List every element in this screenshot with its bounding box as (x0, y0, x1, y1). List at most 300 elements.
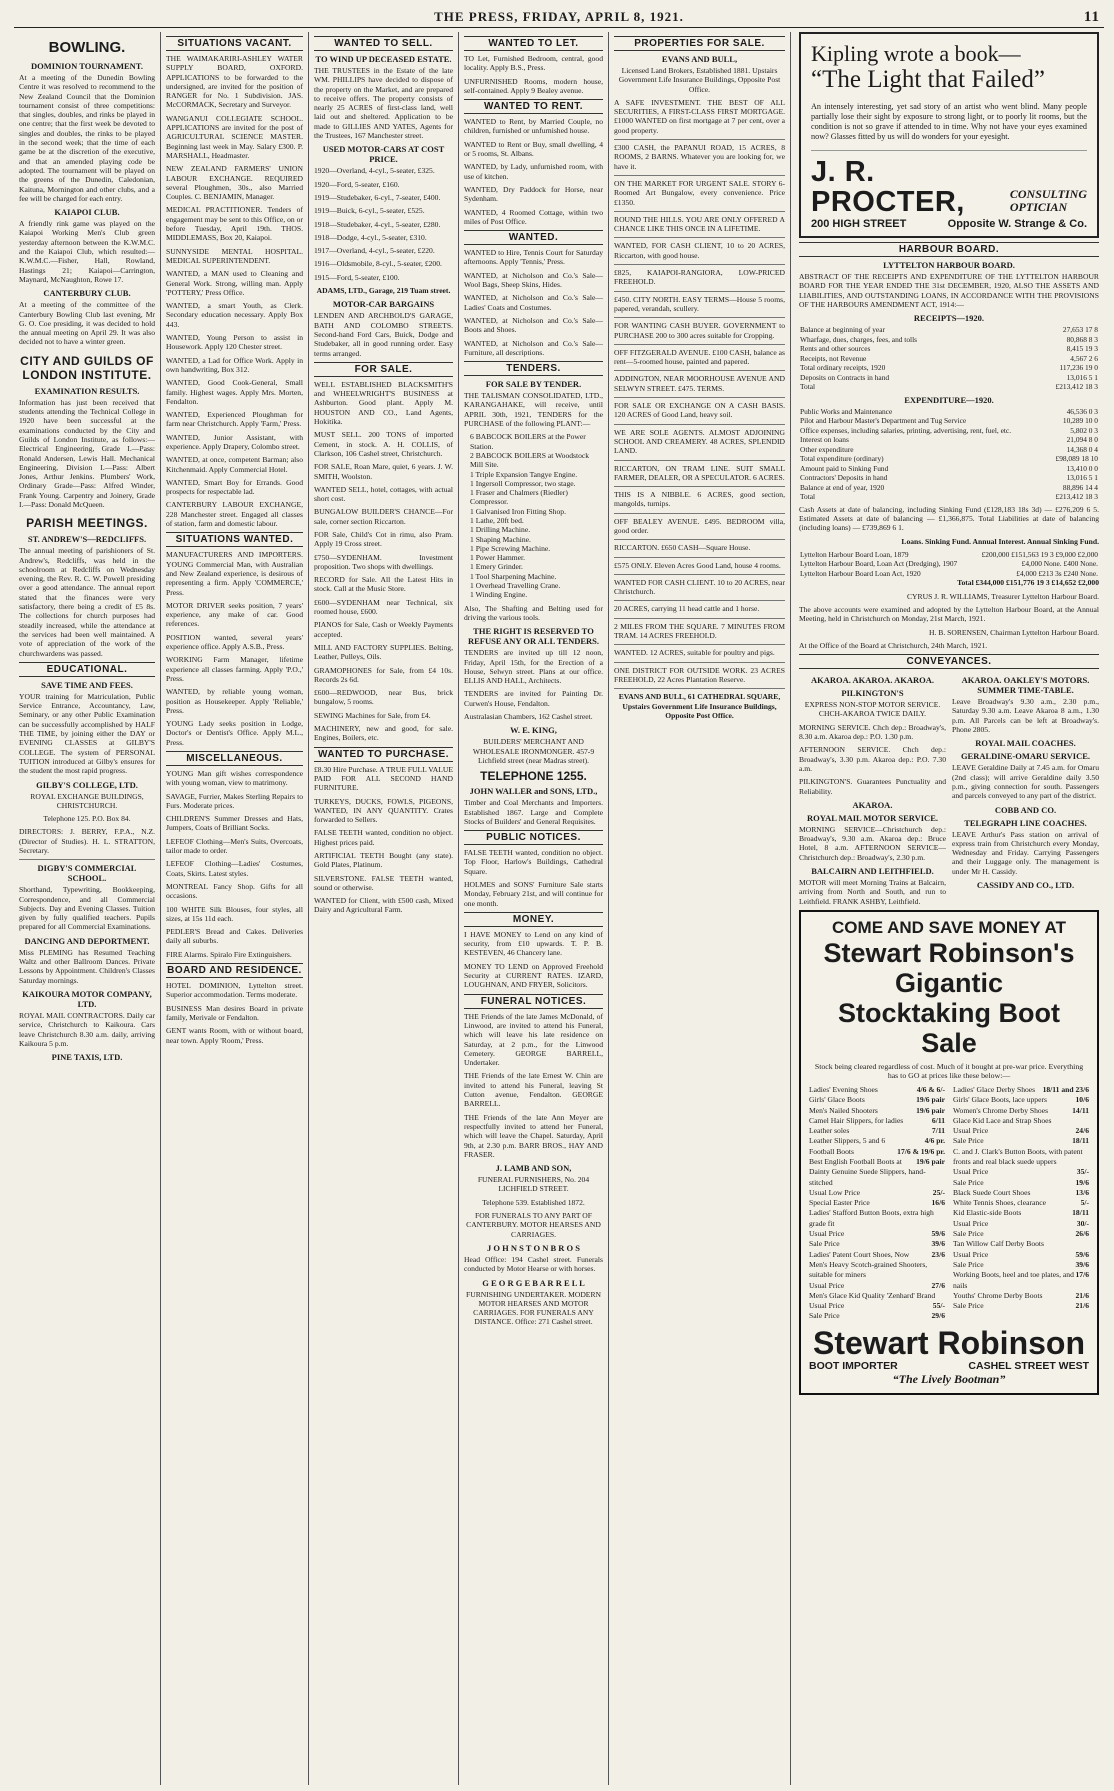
waller-text: Timber and Coal Merchants and Importers. Established 1867. Large and Complete Stocks of Builders' and General Requisites. (464, 798, 603, 826)
list-item: PIANOS for Sale, Cash or Weekly Payments accepted. (314, 620, 453, 639)
list-item: ADDINGTON, NEAR MOORHOUSE AVENUE AND SELWYN STREET. £475. TERMS. (614, 374, 785, 393)
tenders-other-list (464, 689, 603, 721)
list-item: TURKEYS, DUCKS, FOWLS, PIGEONS, WANTED, IN ANY QUANTITY. Crates forwarded to Sellers. (314, 796, 453, 825)
treasurer-signature: CYRUS J. R. WILLIAMS, Treasurer Lyttelton Harbour Board. (906, 591, 1099, 601)
barrell-name: G E O R G E B A R R E L L (482, 1277, 585, 1288)
list-item: WANTED, Smart Boy for Errands. Good prospects for respectable lad. (166, 477, 303, 497)
table-cell-value: 80,868 8 3 (1066, 334, 1098, 344)
list-item: WANGANUI COLLEGIATE SCHOOL. APPLICATIONS are invited for the post of AGRICULTURAL SCIENCE MASTER. Beginning last week in May. Salary £300. P. MARSHALL, Headmaster. (166, 113, 303, 160)
list-item: WANTED, Young Person to assist in Housework. Apply 120 Chester street. (166, 333, 303, 352)
list-item: NEW ZEALAND FARMERS' UNION LABOUR EXCHANGE. REQUIRED several Ploughmen, 30s., also Married Couples. C. BENJAMIN, Manager. (166, 164, 303, 202)
used-cars-heading: USED MOTOR-CARS AT COST PRICE. (322, 144, 445, 165)
lamb-phone: Telephone 539. Established 1872. (482, 1197, 585, 1207)
dancing-heading: DANCING AND DEPORTMENT. (24, 935, 150, 946)
list-item: 20 ACRES, carrying 11 head cattle and 1 horse. (614, 604, 760, 614)
list-item: BUNGALOW BUILDER'S CHANCE—For sale, corner section Riccarton. (314, 507, 453, 526)
price-item-name: Sale Price (953, 1229, 984, 1239)
price-item (809, 1291, 945, 1301)
price-item-price: 13/6 (1075, 1187, 1089, 1197)
list-item: WANTED, FOR CASH CLIENT, 10 to 20 ACRES, Riccarton, with good house. (614, 241, 785, 260)
table-cell-item: Public Works and Maintenance (800, 406, 893, 416)
list-item: £8.30 Hire Purchase. A TRUE FULL VALUE PAID FOR ALL SECOND HAND FURNITURE. (314, 764, 453, 793)
table-cell-value: 13,016 5 1 (1066, 473, 1098, 483)
price-item-name: Special Easter Price (809, 1198, 870, 1208)
list-item: SILVERSTONE. FALSE TEETH wanted, sound or otherwise. (314, 873, 453, 892)
price-item (809, 1136, 945, 1146)
price-item-name: Youths' Chrome Derby Boots (953, 1290, 1043, 1300)
akaroa-mail-sub: ROYAL MAIL MOTOR SERVICE. (806, 812, 938, 823)
price-item-name: Kid Elastic-side Boots (953, 1208, 1022, 1218)
list-item: 1 Power Hammer. (470, 553, 526, 563)
price-item-price: 59/6 (1075, 1249, 1089, 1259)
bowling-heading: BOWLING. (48, 39, 126, 56)
list-item: TO Let, Furnished Bedroom, central, good locality. Apply B.S., Press. (464, 54, 603, 73)
table-row (799, 407, 1099, 417)
list-item: WANTED SELL, hotel, cottages, with actual short cost. (314, 484, 453, 504)
tenders-intro: THE TALISMAN CONSOLIDATED, LTD., KARANGAHAKE, will receive, until APRIL 30th, 1921, TENDERS for the PURCHASE of the following PLANT:— (464, 391, 603, 429)
bowling-article: At a meeting of the Dunedin Bowling Centre it was resolved to recommend to the New Zealand Council that the Dominion tournament consist of three competitions: that singles, doubles, and rinks be played in one centre; that the first week be devoted to singles and doubles, the rinks to be played in the second week; that the time of each game be at the discretion of the executive, and that an amended playing code be adopted. The tournament will be played on the greens of the Dunedin, Caledonian, Kaituna, Mornington and other clubs, and a fee will be charged for each entry. (19, 73, 155, 203)
list-item: SEWING Machines for Sale, from £4. (314, 710, 431, 720)
price-item (809, 1106, 945, 1116)
situations-vacant-heading: SITUATIONS VACANT. (166, 36, 303, 51)
educational-subheading: SAVE TIME AND FEES. (41, 679, 133, 690)
parish-article: The annual meeting of parishioners of St. Andrew's, Redcliffs, was held in the schoolroom at Redcliffs on Wednesday evening, the Rev. R. C. W. Powell presiding over a good attendance. The annual report stated that the finances were very satisfactory, there being a credit of £5 8s. The collections for church purposes had steadily increased, while the attendance at the services had been well maintained. A vote of appreciation of the work of the churchwardens was passed. (19, 546, 155, 658)
price-item (953, 1178, 1089, 1188)
tenders-subheading: FOR SALE BY TENDER. (485, 379, 582, 390)
list-item: THIS IS A NIBBLE. 6 ACRES, good section, mangolds, turnips. (614, 490, 785, 509)
list-item: 1 Lathe, 20ft bed. (470, 515, 524, 525)
divider (614, 291, 785, 292)
list-item: FOR SALE, Roan Mare, quiet, 6 years. J. W. SMITH, Woolston. (314, 462, 453, 481)
price-item-name: Sale Price (809, 1311, 840, 1321)
tenders-note: Also, The Shafting and Belting used for driving the various tools. (464, 603, 603, 622)
list-item: 2 BABCOCK BOILERS at Woodstock Mill Site. (470, 450, 590, 470)
list-item: OFF FITZGERALD AVENUE. £100 CASH, balance as rent—5-roomed house, painted and papered. (614, 347, 785, 367)
kipling-line-2: “The Light that Failed” (811, 66, 1045, 93)
list-item: FALSE TEETH wanted, condition no object. Top Floor, Harlow's Buildings, Cathedral Square. (464, 848, 603, 876)
table-row (799, 354, 1099, 364)
price-item (809, 1116, 945, 1126)
divider (19, 859, 155, 860)
list-item: UNFURNISHED Rooms, modern house, self-contained. Apply 9 Bealey avenue. (464, 76, 603, 95)
price-item-price: 10/6 (1075, 1095, 1089, 1105)
list-item: WANTED, a smart Youth, as Clerk. Secondary education necessary. Apply Box 443. (166, 301, 303, 329)
price-item-price: 19/6 pair (916, 1105, 945, 1115)
list-item: MILL AND FACTORY SUPPLIES. Belting, Leather, Pulleys, Oils. (314, 642, 453, 662)
list-item: 1 Shaping Machine. (470, 534, 531, 544)
pilkington-footer: PILKINGTON'S. Guarantees Punctuality and Reliability. (799, 777, 946, 796)
list-item: FOR Sale, Child's Cot in rimu, also Pram. Apply 19 Cross street. (314, 529, 453, 549)
list-item: WANTED to Rent or Buy, small dwelling, 4 or 5 rooms, St. Albans. (464, 139, 603, 159)
situations-wanted-heading: SITUATIONS WANTED. (166, 532, 303, 547)
chairman-signature: H. B. SORENSEN, Chairman Lyttelton Harbour Board. (929, 627, 1099, 637)
funeral-heading: FUNERAL NOTICES. (464, 994, 603, 1009)
price-item-price: 30/- (1076, 1218, 1089, 1228)
list-item: 1 Winding Engine. (470, 590, 528, 600)
price-item (953, 1106, 1089, 1116)
table-cell-value: £213,412 18 3 (1055, 492, 1098, 502)
digby-heading: DIGBY'S COMMERCIAL SCHOOL. (37, 863, 137, 884)
price-item (809, 1208, 945, 1229)
canterbury-article: At a meeting of the committee of the Canterbury Bowling Club last evening, Mr G. O. Coe presiding, it was decided to hold the annual meeting on April 29. It was also decided not to have a winter green. (19, 300, 155, 347)
price-item (953, 1239, 1089, 1249)
list-item: WORKING Farm Manager, lifetime experience all classes farming. Apply 'P.O.,' Press. (166, 655, 303, 683)
list-item: WANTED, Dry Paddock for Horse, near Sydenham. (464, 184, 603, 204)
table-row (799, 464, 1099, 474)
king-name: W. E. KING, (510, 725, 557, 736)
divider (614, 139, 785, 140)
city-guilds-heading: CITY AND GUILDS OF LONDON INSTITUTE. (20, 353, 154, 382)
price-item-price: 24/6 (1075, 1126, 1089, 1136)
used-cars-list (314, 166, 453, 282)
procter-role (1010, 188, 1087, 214)
list-item: £575 ONLY. Eleven Acres Good Land, house 4 rooms. (614, 560, 781, 570)
list-item: WANTED to Hire, Tennis Court for Saturday afternoons. Apply 'Tennis,' Press. (464, 248, 603, 267)
price-item (809, 1229, 945, 1239)
conveyance-left (799, 672, 946, 910)
list-item: RICCARTON. £650 CASH—Square House. (614, 543, 751, 553)
board-date: At the Office of the Board at Christchurch, 24th March, 1921. (799, 640, 988, 650)
divider (614, 513, 785, 514)
table-cell-value: 8,415 19 3 (1066, 344, 1098, 354)
procter-name: J. R. PROCTER, (811, 156, 965, 218)
robinson-right-list (953, 1085, 1089, 1322)
list-item: 1 Tool Sharpening Machine. (470, 571, 557, 581)
cobb-sub: TELEGRAPH LINE COACHES. (964, 817, 1087, 828)
divider (614, 539, 785, 540)
divider (614, 618, 785, 619)
price-item (953, 1208, 1089, 1218)
royal-mail-text: LEAVE Geraldine Daily at 7.45 a.m. for Omaru (2nd class); will arrive Geraldine daily 3.50 p.m., giving connection for south. Passengers and parcels conveyed to any part of the district. (952, 763, 1099, 801)
table-row (799, 550, 1099, 560)
price-item-price: 39/6 (931, 1239, 945, 1249)
tenders-reserved: THE RIGHT IS RESERVED TO REFUSE ANY OR ALL TENDERS. (467, 626, 600, 647)
cobb-footer: CASSIDY AND CO., LTD. (976, 880, 1075, 891)
table-cell-item: Lyttelton Harbour Board Loan Act, 1920 (800, 568, 921, 578)
kipling-text: An intensely interesting, yet sad story of an artist who went blind. Many people partially lose their sight by exposure to strong light, or to poorly lit rooms, but the condition is not so grave if attended to in time. Why not have your eyes examined now? Glasses fitted by us will do wonders for your eyesight. (811, 102, 1087, 141)
cobb-heading: COBB AND CO. (994, 804, 1057, 815)
table-cell-value: £4,000 None. £400 None. (1021, 559, 1098, 569)
balcairn-heading: BALCAIRN AND LEITHFIELD. (811, 866, 934, 877)
barrell-text: FURNISHING UNDERTAKER. MODERN MOTOR HEARSES AND MOTOR CARRIAGES. FOR FUNERALS ANY DISTANCE. Office: 271 Cashel street. (466, 1289, 601, 1327)
properties-agent-sub: Licensed Land Brokers, Established 1881. Upstairs Government Life Insurance Buildings, Opposite Post Office. (618, 66, 781, 94)
table-cell-value: 14,368 0 4 (1066, 444, 1098, 454)
price-item-price: 4/6 pr. (924, 1136, 945, 1146)
loans-total: Total £344,000 £151,776 19 3 £14,652 £2,000 (957, 578, 1099, 588)
robinson-intro: Stock being cleared regardless of cost. Much of it bought at pre-war price. Everything has to GO at prices like these below:— (814, 1061, 1084, 1081)
price-item-name: Black Suede Court Shoes (953, 1187, 1031, 1197)
wanted-list (464, 248, 603, 357)
wanted-to-rent-heading: WANTED TO RENT. (464, 99, 603, 114)
procter-address: 200 HIGH STREET (811, 218, 907, 230)
list-item: 1 Ingersoll Compressor, two stage. (470, 478, 576, 488)
price-item (953, 1095, 1089, 1105)
price-item-price: 55/- (932, 1301, 945, 1311)
divider (614, 424, 785, 425)
price-item-name: Camel Hair Slippers, for ladies (809, 1115, 904, 1125)
list-item: £825, KAIAPOI-RANGIORA, LOW-PRICED FREEHOLD. (614, 268, 785, 287)
akaroa-mail-title: AKAROA. (852, 799, 893, 810)
price-item-name: Men's Nailed Shooters (809, 1105, 878, 1115)
list-item: ARTIFICIAL TEETH Bought (any state). Gold Plates, Platinum. (314, 851, 453, 870)
table-cell-value: 4,567 2 6 (1070, 353, 1098, 363)
procter-role-1: CONSULTING (1009, 187, 1087, 201)
price-item-price: 5/- (1080, 1198, 1089, 1208)
table-cell-value: 21,094 8 0 (1066, 435, 1098, 445)
kaikoura-heading: KAIKOURA MOTOR COMPANY, LTD. (22, 988, 152, 1009)
price-item-price: 17/6 & 19/6 pr. (897, 1146, 945, 1156)
price-item-name: Sale Price (953, 1136, 984, 1146)
waller-name: JOHN WALLER and SONS, LTD., (469, 786, 598, 797)
price-item-name: Football Boots (809, 1146, 854, 1156)
lamb-text: FUNERAL FURNISHERS, No. 204 LICHFIELD STREET. (477, 1175, 590, 1194)
divider (614, 644, 785, 645)
pilkington-morning: MORNING SERVICE. Chch dep.: Broadway's, 8.30 a.m. Akaroa dep.: P.O. 1.30 p.m. (799, 722, 946, 742)
johnston-text: Head Office: 194 Cashel street. Funerals conducted by Motor Hearse or with horses. (464, 1254, 603, 1274)
price-item (953, 1198, 1089, 1208)
price-item-name: Tan Willow Calf Derby Boots (953, 1239, 1044, 1249)
price-item-price: 4/6 & 6/- (916, 1084, 945, 1094)
list-item: THE TRUSTEES in the Estate of the late WM. PHILLIPS have decided to dispose of the property on the Market, and are prepared to receive offers. The property consists of nearly 25 ACRES of first-class land, well laid out and sheltered. Application to be made to GILLIES AND YATES, Agents for the Trustees, 167 Manchester street. (314, 66, 453, 141)
table-cell-value: 88,896 14 4 (1062, 482, 1098, 492)
robinson-top: COME AND SAVE MONEY AT (832, 917, 1066, 937)
price-item-price: 19/6 pair (916, 1095, 945, 1105)
properties-heading: PROPERTIES FOR SALE. (614, 36, 785, 51)
price-item-price: 25/- (932, 1187, 945, 1197)
loans-heading: Loans. Sinking Fund. Annual Interest. Annual Sinking Fund. (901, 536, 1099, 546)
educational-heading: EDUCATIONAL. (19, 662, 155, 677)
list-item: 1 Fraser and Chalmers (Riedler) Compressor. (470, 488, 568, 507)
price-item-price: 7/11 (931, 1126, 945, 1136)
list-item: 1 Pipe Screwing Machine. (470, 543, 551, 553)
list-item: 1918—Studebaker, 4-cyl., 5-seater, £280. (314, 219, 441, 229)
table-cell-item: Total expenditure (ordinary) (800, 454, 884, 464)
robinson-foot-left: BOOT IMPORTER (809, 1359, 898, 1372)
list-item: WELL ESTABLISHED BLACKSMITH'S and WHEELWRIGHT'S BUSINESS at Ashburton. Good plant. Apply M. HOUSTON AND CO., Land Agents, Hokitika. (314, 379, 453, 427)
money-heading: MONEY. (464, 912, 603, 927)
pilkington-title: AKAROA. AKAROA. AKAROA. (810, 675, 935, 686)
kaiapoi-article: A friendly rink game was played on the Kaiapoi Working Men's Club green yesterday afternoon between the K.W.M.C. and the Kaiapoi Club, which resulted:— K.W.M.C.—Fisher, Hall, Rowland, Hastings 21; Kaiapoi—Carrington, Maynard, McNaughton, Rowe 17. (19, 219, 155, 284)
oakley-text: Leave Broadway's 9.30 a.m., 2.30 p.m., Saturday 9.30 a.m. Leave Akaroa 8 a.m., 1.30 p.m. All Parcels can be left at Broadway's. Phone 2805. (952, 697, 1099, 735)
price-item (809, 1126, 945, 1136)
divider (614, 175, 785, 176)
tenders-house: TENDERS are invited up till 12 noon, Friday, April 15th, for the Erection of a House, Selwyn street. Plans at our office. ELLIS AND HALL, Architects. (464, 648, 603, 686)
price-item (953, 1250, 1089, 1260)
gilby-box: Telephone 125. P.O. Box 84. (43, 814, 131, 824)
price-item-name: Usual Price (953, 1167, 989, 1177)
price-item-name: Glace Kid Lace and Strap Shoes (953, 1115, 1052, 1125)
list-item: 100 WHITE Silk Blouses, four styles, all sizes, at 15s 11d each. (166, 904, 303, 923)
procter-address-line (811, 218, 1087, 230)
table-row (799, 445, 1099, 455)
column-6 (791, 32, 1104, 1785)
miscellaneous-list (166, 769, 303, 959)
price-item-price: 59/6 (931, 1229, 945, 1239)
price-item (809, 1095, 945, 1105)
table-row (799, 344, 1099, 354)
wanted-to-sell-subheading: TO WIND UP DECEASED ESTATE. (315, 54, 452, 64)
table-cell-value: 13,410 0 0 (1066, 463, 1098, 473)
price-item-price: 23/6 (931, 1249, 945, 1259)
price-item-price: 26/6 (1075, 1229, 1089, 1239)
list-item: HOLMES and SONS' Furniture Sale starts Monday, February 21st, and will continue for one month. (464, 880, 603, 908)
expenditure-heading: EXPENDITURE—1920. (904, 394, 994, 405)
divider (614, 317, 785, 318)
price-item (953, 1291, 1089, 1301)
price-item-price: 14/11 (1072, 1105, 1089, 1115)
list-item: CANTERBURY LABOUR EXCHANGE, 228 Manchester street. Engaged all classes of station, farm and domestic labour. (166, 500, 303, 529)
table-cell-item: Total (800, 382, 816, 392)
column-3 (309, 32, 459, 1785)
list-item: LEFEOF Clothing—Ladies' Costumes, Coats, Skirts. Latest styles. (166, 859, 303, 878)
price-item (809, 1147, 945, 1157)
list-item: OFF BEALEY AVENUE. £495. BEDROOM villa, good order. (614, 516, 785, 535)
table-cell-item: Office expenses, including salaries, printing, advertising, rent, fuel, etc. (800, 425, 1012, 435)
divider (614, 557, 785, 558)
list-item: RECORD for Sale. All the Latest Hits in stock. Call at the Music Store. (314, 575, 453, 594)
procter-opposite: Opposite W. Strange & Co. (947, 218, 1087, 230)
divider (614, 237, 785, 238)
list-item: MANUFACTURERS AND IMPORTERS. YOUNG Commercial Man, with Australian and New Zealand experience, is desirous of representing a firm. Apply 'COMMERCE,' Press. (166, 550, 303, 597)
list-item: 2 MILES FROM THE SQUARE. 7 MINUTES FROM TRAM. 14 ACRES FREEHOLD. (614, 621, 785, 641)
divider (614, 688, 785, 689)
list-item: WANTED FOR CASH CLIENT. 10 to 20 ACRES, near Christchurch. (614, 577, 785, 597)
list-item: PEDLER'S Bread and Cakes. Deliveries daily all suburbs. (166, 927, 303, 946)
price-item-price: 21/6 (1075, 1290, 1089, 1300)
kipling-advert (799, 32, 1099, 238)
price-item (809, 1167, 945, 1188)
columns (14, 32, 1104, 1785)
price-item-price: 18/11 (1072, 1136, 1089, 1146)
list-item: A SAFE INVESTMENT. THE BEST OF ALL SECURITIES, A FIRST-CLASS FIRST MORTGAGE. £1000 WANTED on first mortgage at 7 per cent, over a good property. (614, 97, 785, 135)
list-item: WE ARE SOLE AGENTS. ALMOST ADJOINING SCHOOL AND CREAMERY. 48 ACRES, SPLENDID LAND. (614, 427, 785, 456)
wanted-heading: WANTED. (464, 230, 603, 245)
price-item (809, 1188, 945, 1198)
robinson-title-2: Stocktaking Boot Sale (837, 997, 1060, 1058)
divider (614, 211, 785, 212)
price-item-name: Usual Price (809, 1229, 845, 1239)
list-item: ON THE MARKET FOR URGENT SALE. STORY 6-Roomed Art Bungalow, every convenience. Price £1350. (614, 178, 785, 207)
list-item: £300 CASH, the PAPANUI ROAD, 15 ACRES, 8 ROOMS, 2 BARNS. Whatever you are looking for, we have it. (614, 143, 785, 171)
column-5 (609, 32, 791, 1785)
list-item: Australasian Chambers, 162 Cashel street. (464, 712, 593, 722)
list-item: MONTREAL Fancy Shop. Gifts for all occasions. (166, 881, 303, 901)
list-item: 1 Triple Expansion Tangye Engine. (470, 469, 578, 479)
table-cell-value: 5,802 0 3 (1070, 425, 1098, 435)
list-item: WANTED, by reliable young woman, position as Housekeeper. Apply 'Reliable,' Press. (166, 687, 303, 715)
divider (614, 662, 785, 663)
price-item (953, 1085, 1089, 1095)
list-item: THE Friends of the late Ann Meyer are respectfully invited to attend her Funeral, which will leave the Chapel. Saturday, April 9th, at 2.30 p.m. BARR BROS., HAY AND FRASER. (464, 1112, 603, 1159)
table-cell-item: Lyttelton Harbour Board, Loan Act (Dredging), 1907 (800, 559, 958, 569)
receipts-heading: RECEIPTS—1920. (913, 313, 985, 324)
wanted-to-sell-heading: WANTED TO SELL. (314, 36, 453, 51)
public-notices-heading: PUBLIC NOTICES. (464, 830, 603, 845)
wanted-to-purchase-list (314, 765, 453, 915)
lamb-name: J. LAMB AND SON, (495, 1163, 572, 1174)
list-item: MONEY TO LEND on Approved Freehold Security at CURRENT RATES. IZARD, LOUGHNAN, AND FRYER, Solicitors. (464, 961, 603, 990)
column-4 (459, 32, 609, 1785)
table-cell-item: Balance at beginning of year (800, 325, 885, 335)
list-item: WANTED, Junior Assistant, with experience. Apply Drapery, Colombo street. (166, 432, 303, 451)
table-cell-value: 27,653 17 8 (1062, 325, 1098, 335)
list-item: MEDICAL PRACTITIONER. Tenders of engagement may be sent to this Office, on or before Tuesday, April 19th. THOS. MIDDLEMASS, Box 20, Kaiapoi. (166, 205, 303, 243)
list-item: 1 Drilling Machine. (470, 525, 531, 535)
list-item: GENT wants Room, with or without board, near town. Apply 'Room,' Press. (166, 1026, 303, 1045)
situations-vacant-list (166, 54, 303, 528)
pilkington-operator: PILKINGTON'S (841, 688, 904, 699)
price-item-name: Sale Price (953, 1177, 984, 1187)
price-item (809, 1260, 945, 1281)
price-item-name: Usual Price (953, 1218, 989, 1228)
price-item-price: 27/6 (931, 1280, 945, 1290)
harbour-intro: ABSTRACT OF THE RECEIPTS AND EXPENDITURE OF THE LYTTELTON HARBOUR BOARD FOR THE YEAR ENDED THE 31st DECEMBER, 1920, ALSO THE ASSETS AND LIABILITIES, AND OUTSTANDING LOANS, IN ACCORDANCE WITH THE PROVISIONS OF THE HARBOURS AMENDMENT ACT, 1914:— (799, 272, 1099, 309)
list-item: 1920—Overland, 4-cyl., 5-seater, £325. (314, 166, 435, 176)
table-cell-item: Deposits on Contracts in hand (800, 372, 890, 382)
list-item: 1 Galvanised Iron Fitting Shop. (470, 506, 566, 516)
masthead-title: THE PRESS, FRIDAY, APRIL 8, 1921. (434, 9, 684, 24)
table-cell-item: Total (800, 492, 816, 502)
table-row (799, 559, 1099, 569)
price-item-name: Working Boots, heel and toe plates, and nails (953, 1270, 1074, 1290)
table-cell-value: 13,016 5 1 (1066, 372, 1098, 382)
price-item (953, 1136, 1089, 1146)
tenders-plant-list (470, 432, 603, 599)
price-item-name: Usual Price (809, 1280, 845, 1290)
list-item: 1 Emery Grinder. (470, 562, 523, 572)
list-item: BUSINESS Man desires Board in private family, Merivale or Fendalton. (166, 1003, 303, 1022)
parish-heading: PARISH MEETINGS. (26, 516, 148, 531)
list-item: 1919—Studebaker, 6-cyl., 7-seater, £400. (314, 192, 441, 202)
receipts-table (799, 325, 1099, 392)
list-item: £750—SYDENHAM. Investment proposition. Two shops with dwellings. (314, 552, 453, 571)
for-sale-list (314, 380, 453, 743)
price-item-name: Dainty Genuine Suede Slippers, hand-stitched (809, 1167, 926, 1187)
list-item: THE WAIMAKARIRI-ASHLEY WATER SUPPLY BOARD, OXFORD. APPLICATIONS to be forwarded to the undersigned, are invited for the position of RANGER for No. 1 Subdivision. JAS. McCORMACK, Secretary and Surveyor. (166, 54, 303, 110)
divider (614, 344, 785, 345)
balcairn-text: MOTOR will meet Morning Trains at Balcairn, arriving from North and South, and run to Leithfield. FRANK ASHBY, Leithfield. (799, 878, 946, 906)
price-item (953, 1116, 1089, 1126)
price-item-name: Usual Low Price (809, 1187, 861, 1197)
list-item: £450. CITY NORTH. EASY TERMS—House 5 rooms, papered, verandah, scullery. (614, 294, 785, 313)
dancing-ad: Miss PLEMING has Resumed Teaching Waltz and other Ballroom Dances. Private Lessons by Appointment. Children's Classes Saturday mornings. (19, 947, 155, 985)
divider (614, 574, 785, 575)
price-item-price: 18/11 (1072, 1208, 1089, 1218)
list-item: RICCARTON, ON TRAM LINE. SUIT SMALL FARMER, DEALER, OR A SPECULATOR. 6 ACRES. (614, 463, 785, 482)
divider (614, 264, 785, 265)
list-item: FIRE Alarms. Spiralo Fire Extinguishers. (166, 949, 292, 959)
funeral-list (464, 1012, 603, 1159)
list-item: WANTED, at Nicholson and Co.'s Sale—Furniture, all descriptions. (464, 338, 603, 357)
list-item: WANTED, at Nicholson and Co.'s Sale—Ladies' Coats and Costumes. (464, 293, 603, 312)
price-item-name: Sale Price (809, 1239, 840, 1249)
column-2 (161, 32, 309, 1785)
gilby-directors: DIRECTORS: J. BERRY, F.P.A., N.Z. (Director of Studies). H. L. STRATTON, Secretary. (19, 827, 155, 855)
list-item: WANTED to Rent, by Married Couple, no children, furnished or unfurnished house. (464, 117, 603, 136)
price-item-price: 19/6 pair (916, 1156, 945, 1166)
price-item (953, 1219, 1089, 1229)
royal-mail-heading: ROYAL MAIL COACHES. (975, 738, 1076, 749)
list-item: 1915—Ford, 5-seater, £100. (314, 272, 400, 282)
price-item-price: 16/6 (931, 1198, 945, 1208)
lamb-tagline: FOR FUNERALS TO ANY PART OF CANTERBURY. MOTOR HEARSES AND CARRIAGES. (466, 1211, 601, 1239)
divider (614, 370, 785, 371)
properties-list (614, 98, 785, 689)
price-item-name: C. and J. Clark's Button Boots, with patent fronts and real black suede uppers (953, 1146, 1083, 1166)
table-cell-item: Rents and other sources (800, 344, 871, 354)
price-item-price: 29/6 (931, 1311, 945, 1321)
price-item-name: Usual Price (953, 1126, 989, 1136)
